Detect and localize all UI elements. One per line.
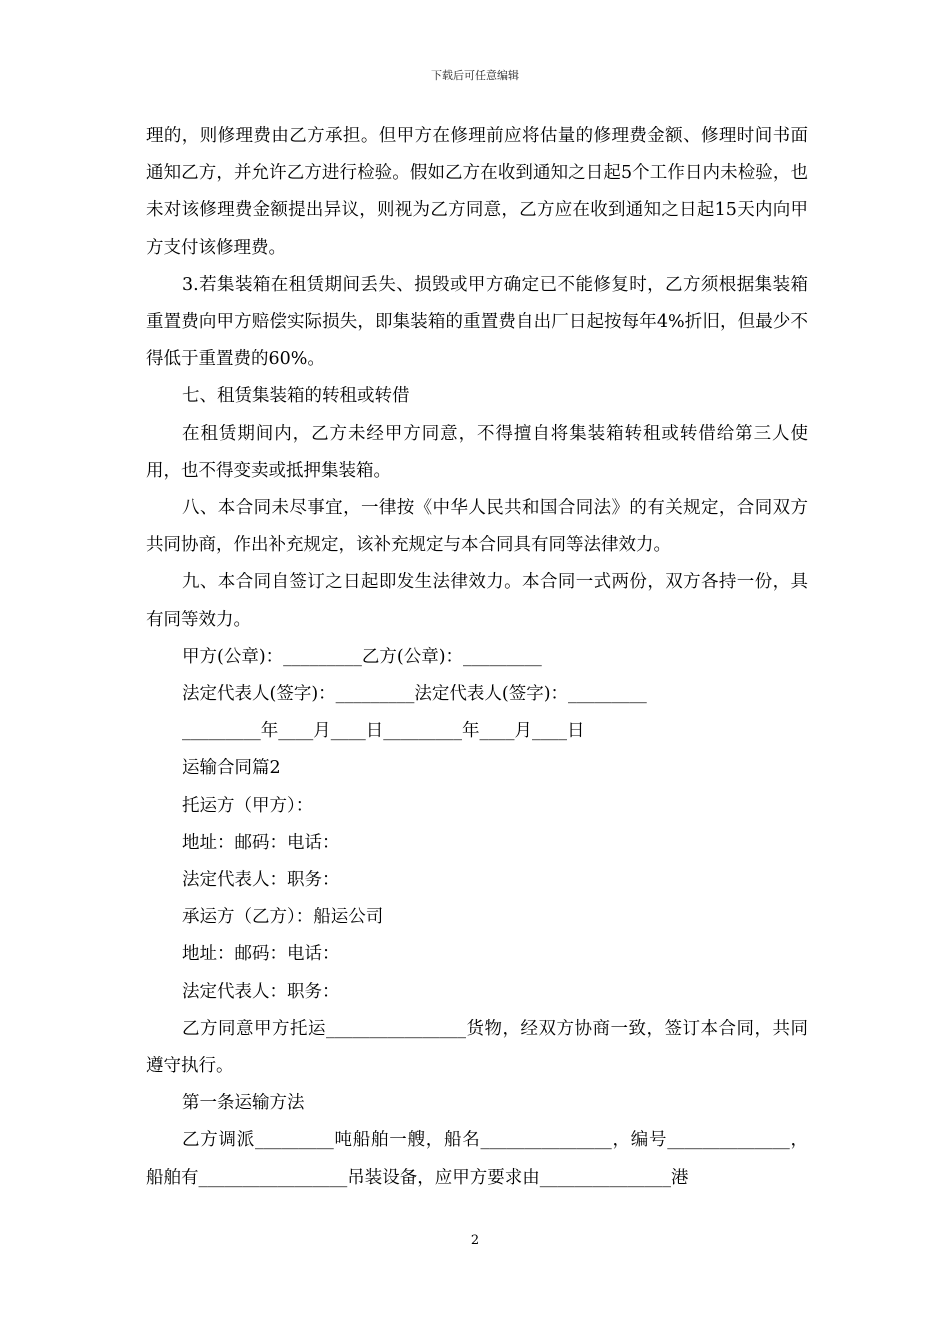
- paragraph: 八、本合同未尽事宜，一律按《中华人民共和国合同法》的有关规定，合同双方共同协商，作出补充规定，该补充规定与本合同具有同等法律效力。: [146, 498, 808, 556]
- page-number: 2: [470, 1233, 480, 1248]
- paragraph: 乙方调派_________吨船舶一艘，船名_______________，编号______________，船舶有_________________吊装设备，应甲方要求由_______________港: [146, 1130, 808, 1188]
- paragraph: 在租赁期间内，乙方未经甲方同意，不得擅自将集装箱转租或转借给第三人使用，也不得变卖或抵押集装箱。: [146, 423, 808, 481]
- paragraph: 第一条运输方法: [182, 1093, 305, 1114]
- paragraph: 理的，则修理费由乙方承担。但甲方在修理前应将估量的修理费金额、修理时间书面通知乙方，并允许乙方进行检验。假如乙方在收到通知之日起5个工作日内未检验，也未对该修理费金额提出异议，则视为乙方同意，乙方应在收到通知之日起15天内向甲方支付该修理费。: [146, 126, 808, 258]
- paragraph: 3.若集装箱在租赁期间丢失、损毁或甲方确定已不能修复时，乙方须根据集装箱重置费向甲方赔偿实际损失，即集装箱的重置费自出厂日起按每年4%折旧，但最少不得低于重置费的60%。: [146, 274, 808, 370]
- paragraph: 地址：邮码：电话：: [182, 832, 340, 853]
- paragraph: 九、本合同自签订之日起即发生法律效力。本合同一式两份，双方各持一份，具有同等效力。: [146, 572, 808, 630]
- document-body: [146, 118, 808, 1197]
- paragraph: 托运方（甲方）：: [182, 795, 314, 816]
- paragraph: 甲方(公章)：_________乙方(公章)：_________: [182, 646, 542, 667]
- paragraph: 七、租赁集装箱的转租或转借: [182, 386, 410, 407]
- paragraph: _________年____月____日_________年____月____日: [182, 721, 585, 742]
- paragraph: 法定代表人：职务：: [182, 870, 340, 891]
- paragraph: 法定代表人(签字)：_________法定代表人(签字)：_________: [182, 684, 647, 705]
- paragraph: 乙方同意甲方托运________________货物，经双方协商一致，签订本合同，共同遵守执行。: [146, 1018, 808, 1077]
- paragraph: 承运方（乙方）：船运公司: [182, 907, 384, 928]
- paragraph: 地址：邮码：电话：: [182, 944, 340, 965]
- page-header: 下载后可任意编辑: [431, 69, 519, 82]
- paragraph: 运输合同篇2: [182, 758, 281, 779]
- paragraph: 法定代表人：职务：: [182, 981, 340, 1002]
